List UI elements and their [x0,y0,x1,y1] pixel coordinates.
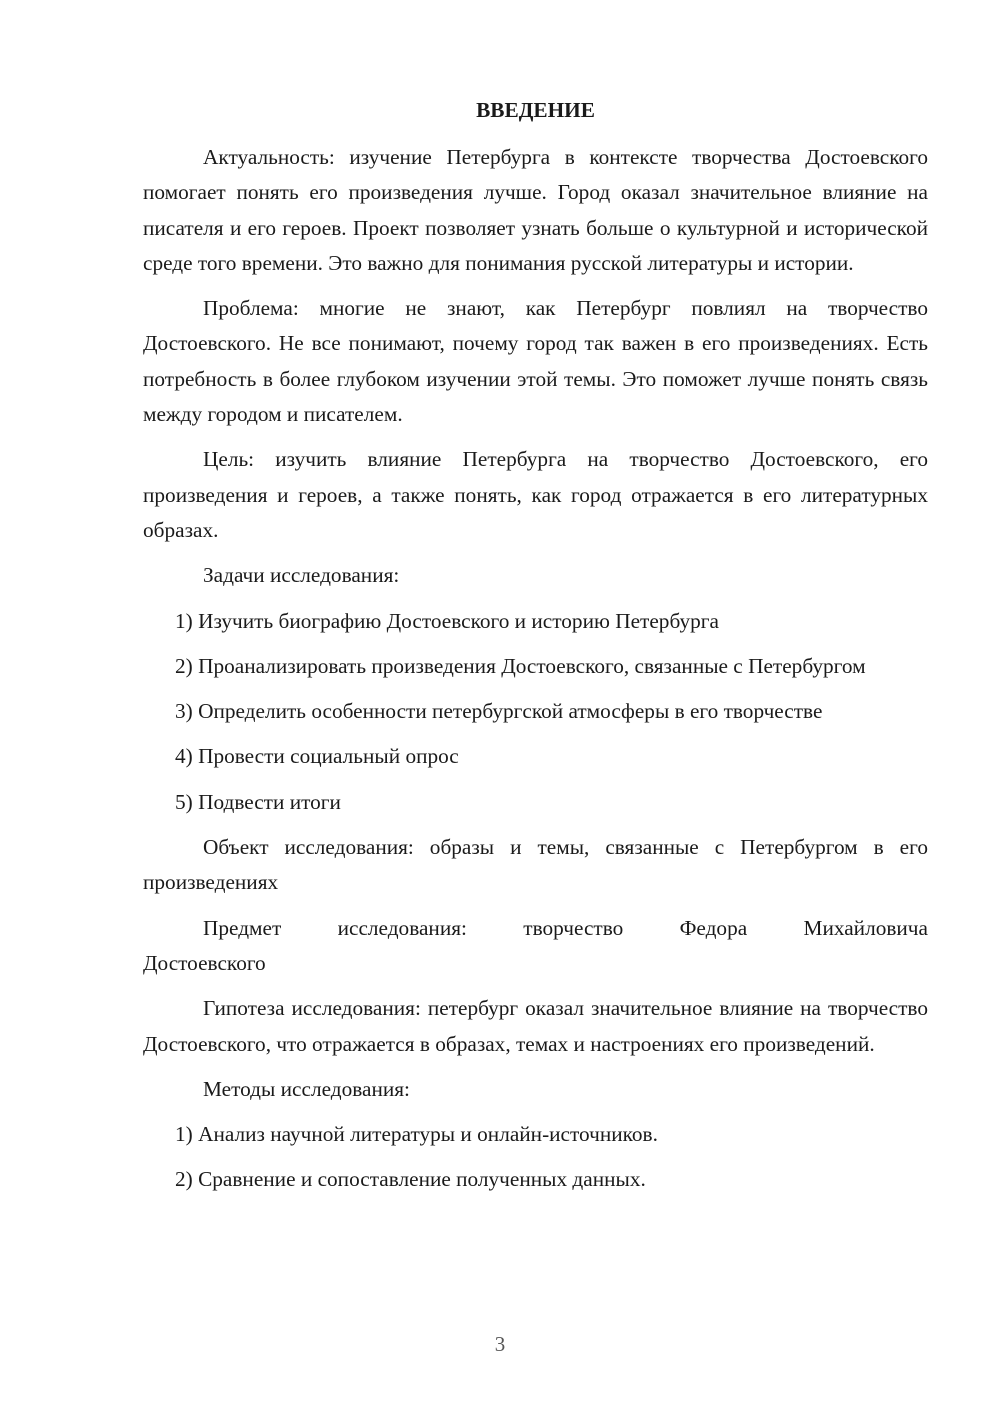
object-paragraph: Объект исследования: образы и темы, связанные с Петербургом в его произведениях [143,835,928,895]
task-item: 1) Изучить биографию Достоевского и историю Петербурга [175,608,719,633]
problem-paragraph: Проблема: многие не знают, как Петербург повлиял на творчество Достоевского. Не все понимают, почему город так важен в его произведениях. Есть потребность в более глубоком изучении этой темы. Это поможет лучше понять связь между городом и писателем. [143,296,928,427]
page-content [143,94,928,1208]
method-item: 1) Анализ научной литературы и онлайн-источников. [175,1122,658,1147]
methods-label: Методы исследования: [203,1076,410,1101]
page-number: 3 [494,1332,506,1356]
task-item: 2) Проанализировать произведения Достоевского, связанные с Петербургом [175,653,866,678]
subject-word: Михайловича [803,915,928,940]
hypothesis-paragraph: Гипотеза исследования: петербург оказал значительное влияние на творчество Достоевского, что отражается в образах, темах и настроениях его произведений. [143,996,928,1056]
task-item: 5) Подвести итоги [175,789,341,814]
task-item: 3) Определить особенности петербургской атмосферы в его творчестве [175,699,823,724]
subject-word: творчество [523,915,624,940]
subject-paragraph [143,911,928,982]
relevance-paragraph: Актуальность: изучение Петербурга в контексте творчества Достоевского помогает понять его произведения лучше. Город оказал значительное влияние на писателя и его героев. Проект позволяет узнать больше о культурной и исторической среде того времени. Это важно для понимания русской литературы и истории. [143,145,928,275]
section-title: ВВЕДЕНИЕ [476,98,595,122]
subject-word: Федора [679,915,748,940]
tasks-label: Задачи исследования: [203,563,400,588]
subject-last-word: Достоевского [143,950,266,975]
task-item: 4) Провести социальный опрос [175,744,459,769]
method-item: 2) Сравнение и сопоставление полученных данных. [175,1167,646,1192]
subject-word: Предмет [203,915,282,940]
goal-paragraph: Цель: изучить влияние Петербурга на творчество Достоевского, его произведения и героев, а также понять, как город отражается в его литературных образах. [143,447,928,542]
subject-word: исследования: [337,915,467,940]
